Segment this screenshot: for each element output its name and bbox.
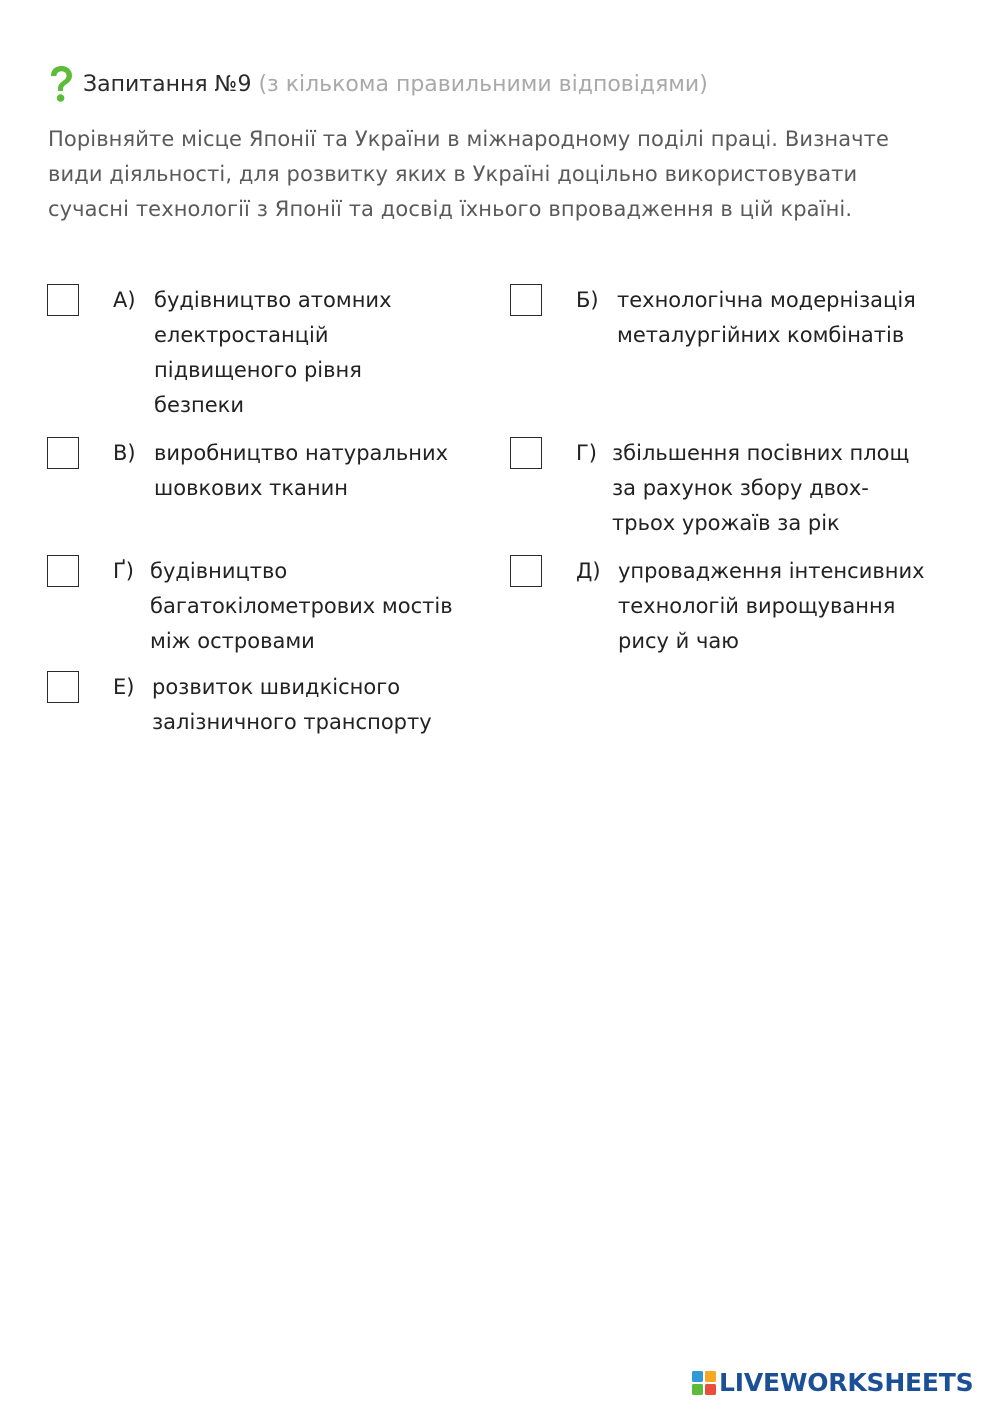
option-d-checkbox[interactable] <box>510 555 542 587</box>
option-g[interactable] <box>47 554 487 659</box>
option-b-text: технологічна модернізація металургійних комбінатів <box>617 288 916 347</box>
option-g-letter: Ґ) <box>113 559 134 583</box>
option-v-checkbox[interactable] <box>47 437 79 469</box>
option-a[interactable] <box>47 283 467 423</box>
option-d-letter: Д) <box>576 559 601 583</box>
option-g-text: будівництво багатокілометрових мостів між островами <box>150 559 453 653</box>
option-v-text: виробництво натуральних шовкових тканин <box>154 441 449 500</box>
option-b-checkbox[interactable] <box>510 284 542 316</box>
question-header <box>47 64 708 104</box>
question-mark-icon <box>47 64 75 104</box>
option-h[interactable] <box>510 436 960 541</box>
question-text: Порівняйте місце Японії та України в міжнародному поділі праці. Визначте види діяльності, для розвитку яких в Україні доцільно використовувати сучасні технології з Японії та досвід їхнього впровадження в цій країні. <box>48 127 890 221</box>
question-hint: (з кількома правильними відповідями) <box>258 71 708 97</box>
liveworksheets-logo-icon <box>692 1371 716 1395</box>
option-e-text: розвиток швидкісного залізничного транспорту <box>152 675 432 734</box>
option-h-text: збільшення посівних площ за рахунок збору двох-трьох урожаїв за рік <box>612 441 910 535</box>
option-h-checkbox[interactable] <box>510 437 542 469</box>
option-e-checkbox[interactable] <box>47 671 79 703</box>
option-v-letter: В) <box>113 441 136 465</box>
option-e-letter: Е) <box>113 675 135 699</box>
option-h-letter: Г) <box>576 441 597 465</box>
option-a-text: будівництво атомних електростанцій підвищеного рівня безпеки <box>154 288 392 417</box>
option-a-letter: А) <box>113 288 136 312</box>
option-b-letter: Б) <box>576 288 599 312</box>
option-d[interactable] <box>510 554 960 659</box>
option-b[interactable] <box>510 283 960 388</box>
option-v[interactable] <box>47 436 467 541</box>
option-d-text: упровадження інтенсивних технологій вирощування рису й чаю <box>618 559 925 653</box>
option-a-checkbox[interactable] <box>47 284 79 316</box>
option-g-checkbox[interactable] <box>47 555 79 587</box>
brand-name: LIVEWORKSHEETS <box>719 1368 974 1397</box>
question-title: Запитання №9 <box>83 71 252 97</box>
option-e[interactable] <box>47 670 487 740</box>
liveworksheets-brand <box>692 1368 973 1397</box>
